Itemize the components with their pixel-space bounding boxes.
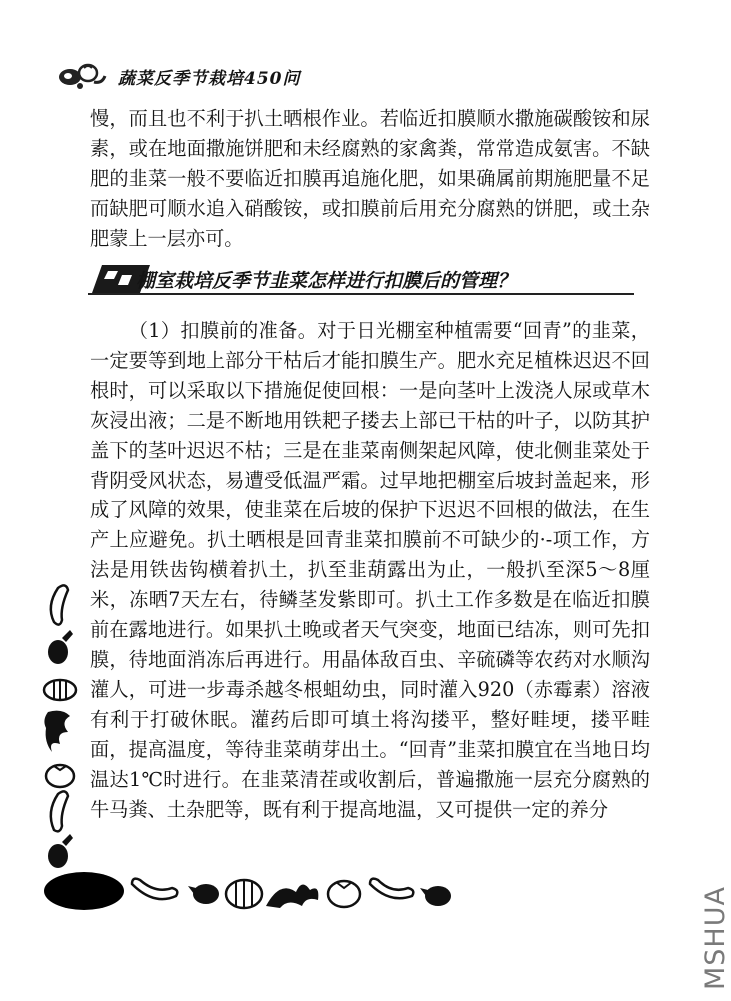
body-paragraph: 慢，而且也不利于扒土晒根作业。若临近扣膜顺水撒施碳酸铵和尿素，或在地面撒施饼肥和未经腐熟的家禽粪，常常造成氨害。不缺肥的韭菜一般不要临近扣膜再追施化肥，如果确属前期施肥量不足而缺肥可顺水追入硝酸铵，或扣膜前后用充分腐熟的饼肥，或土杂肥蒙上一层亦可。 <box>90 107 650 250</box>
body-paragraph-answer <box>90 316 650 824</box>
pumpkin-icon <box>226 880 262 908</box>
side-vegetable-strip <box>40 582 80 872</box>
watermark-text: MSHUA <box>700 886 731 990</box>
eggplant-icon <box>48 834 73 868</box>
footer-vegetable-band <box>44 866 454 916</box>
tomato-icon <box>46 765 74 787</box>
vegetable-logo-icon <box>58 60 106 90</box>
question-text: 棚室栽培反季节韭菜怎样进行扣膜后的管理？ <box>136 270 517 292</box>
cucumber-icon <box>370 879 413 899</box>
eggplant-icon <box>188 884 219 904</box>
eggplant-icon <box>420 886 451 906</box>
header-title: 蔬菜反季节栽培450问 <box>118 69 301 89</box>
question-heading <box>82 262 642 296</box>
cucumber-icon <box>51 585 68 624</box>
pumpkin-icon <box>44 680 76 700</box>
cucumber-icon <box>51 791 68 831</box>
watermark <box>670 880 731 990</box>
tomato-icon <box>328 881 360 907</box>
black-oval-icon <box>44 872 124 910</box>
leafy-vegetable-icon <box>44 711 70 752</box>
leafy-vegetable-icon <box>266 884 318 908</box>
question-underline <box>88 293 634 295</box>
answer-text: （1）扣膜前的准备。对于日光棚室种植需要“回青”的韭菜，一定要等到地上部分干枯后才能扣膜生产。肥水充足植株迟迟不回根时，可以采取以下措施促使回根：一是向茎叶上泼浇人尿或草木灰浸出液；二是不断地用铁耙子搂去上部已干枯的叶子，以防其护盖下的茎叶迟迟不枯；三是在韭菜南侧架起风障，使北侧韭菜处于背阴受风状态，易遭受低温严霜。过早地把棚室后坡封盖起来，形成了风障的效果，使韭菜在后坡的保护下迟迟不回根的做法，在生产上应避免。扒土晒根是回青韭菜扣膜前不可缺少的·-项工作，方法是用铁齿钩横着扒土，扒至韭葫露出为止，一般扒至深5～8厘米，冻晒7天左右，待鳞茎发紫即可。扒土工作多数是在临近扣膜前在露地进行。如果扒土晚或者天气突变，地面已结冻，则可先扣膜，待地面消冻后再进行。用晶体敌百虫、辛硫磷等农药对水顺沟灌人，可进一步毒杀越冬根蛆幼虫，同时灌入920（赤霉素）溶液有利于打破休眠。灌药后即可填土将沟搂平，整好畦埂，搂平畦面，提高温度，等待韭菜萌芽出土。“回青”韭菜扣膜宜在当地日均温达1℃时进行。在韭菜清茬或收割后，普遍撒施一层充分腐熟的牛马粪、土杂肥等，既有利于提高地温，又可提供一定的养分 <box>90 319 650 821</box>
running-header <box>58 58 658 96</box>
cucumber-icon <box>132 879 177 899</box>
eggplant-icon <box>48 630 73 664</box>
